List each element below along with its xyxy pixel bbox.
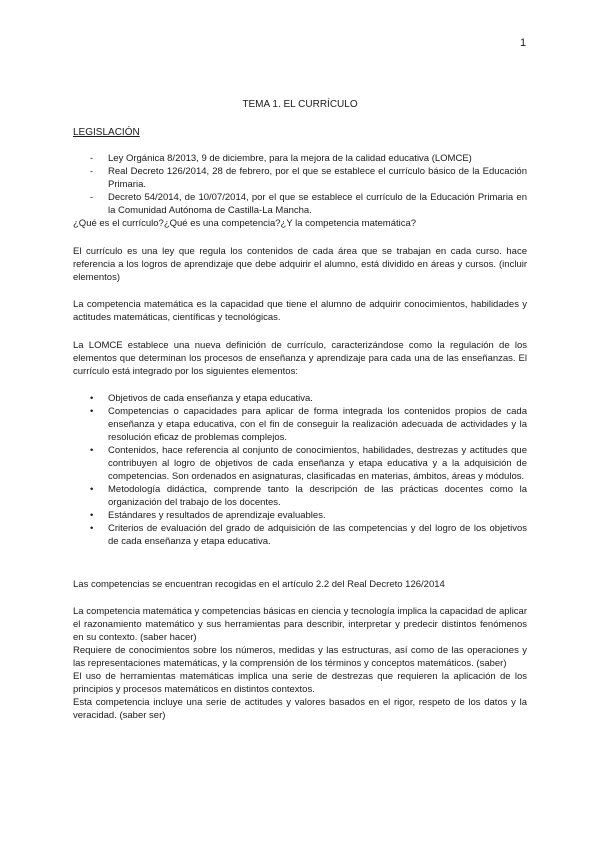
list-item: • Metodología didáctica, comprende tanto la descripción de las prácticas docentes como la organización del trabajo de los docentes. [73, 483, 527, 509]
competencias-reference: Las competencias se encuentran recogidas en el artículo 2.2 del Real Decreto 126/2014 [73, 579, 445, 590]
list-item: • Objetivos de cada enseñanza y etapa educativa. [73, 392, 527, 405]
lomce-intro: La LOMCE establece una nueva definición de currículo, caracterizándose como la regulación de los elementos que determinan los procesos de enseñanza y aprendizaje para cada una de las enseñanzas. El currículo está integrado por los siguientes elementos: [73, 340, 527, 377]
list-item: • Competencias o capacidades para aplicar de forma integrada los contenidos propios de cada enseñanza y etapa educativa, con el fin de conseguir la realización adecuada de actividades y la resolución eficaz de problemas complejos. [73, 405, 527, 444]
legislacion-heading: LEGISLACIÓN [73, 127, 140, 138]
question-line: ¿Qué es el currículo?¿Qué es una competencia?¿Y la competencia matemática? [73, 218, 417, 229]
paragraph: La competencia matemática y competencias básicas en ciencia y tecnología implica la capacidad de aplicar el razonamiento matemático y sus herramientas para describir, interpretar y predecir distintos fenómenos en su contexto. (saber hacer) [73, 606, 527, 643]
competencia-definition: La competencia matemática es la capacidad que tiene el alumno de adquirir conocimientos, habilidades y actitudes matemáticas, científicas y tecnológicas. [73, 299, 527, 323]
legislacion-list [73, 152, 527, 217]
list-item: - Real Decreto 126/2014, 28 de febrero, por el que se establece el currículo básico de la Educación Primaria. [73, 165, 527, 191]
legislacion-section [73, 152, 527, 230]
competencia-matematica-section [73, 605, 527, 722]
list-item: - Ley Orgánica 8/2013, 9 de diciembre, para la mejora de la calidad educativa (LOMCE) [73, 152, 527, 165]
list-item: • Estándares y resultados de aprendizaje evaluables. [73, 509, 527, 522]
list-item: - Decreto 54/2014, de 10/07/2014, por el que se establece el currículo de la Educación Primaria en la Comunidad Autónoma de Castilla-La Mancha. [73, 191, 527, 217]
elementos-section [73, 392, 527, 548]
curriculo-definition: El currículo es una ley que regula los contenidos de cada área que se trabajan en cada curso. hace referencia a los logros de aprendizaje que debe adquirir el alumno, está dividido en áreas y cursos. (incluir elementos) [73, 246, 527, 283]
list-item: • Contenidos, hace referencia al conjunto de conocimientos, habilidades, destrezas y actitudes que contribuyen al logro de objetivos de cada enseñanza y etapa educativa y a la adquisición de competencias. Son ordenados en asignaturas, clasificadas en materias, ámbitos, áreas y módulos. [73, 444, 527, 483]
page-title: TEMA 1. EL CURRÍCULO [242, 99, 358, 110]
paragraph: Esta competencia incluye una serie de actitudes y valores basados en el rigor, respeto de los datos y la veracidad. (saber ser) [73, 697, 527, 721]
page-number: 1 [520, 37, 527, 49]
list-item: • Criterios de evaluación del grado de adquisición de las competencias y del logro de los objetivos de cada enseñanza y etapa educativa. [73, 522, 527, 548]
paragraph: El uso de herramientas matemáticas implica una serie de destrezas que requieren la aplicación de los principios y procesos matemáticos en distintos contextos. [73, 671, 527, 695]
paragraph: Requiere de conocimientos sobre los números, medidas y las estructuras, así como de las operaciones y las representaciones matemáticas, y la comprensión de los términos y conceptos matemáticos. (saber) [73, 645, 527, 669]
elementos-list [73, 392, 527, 548]
